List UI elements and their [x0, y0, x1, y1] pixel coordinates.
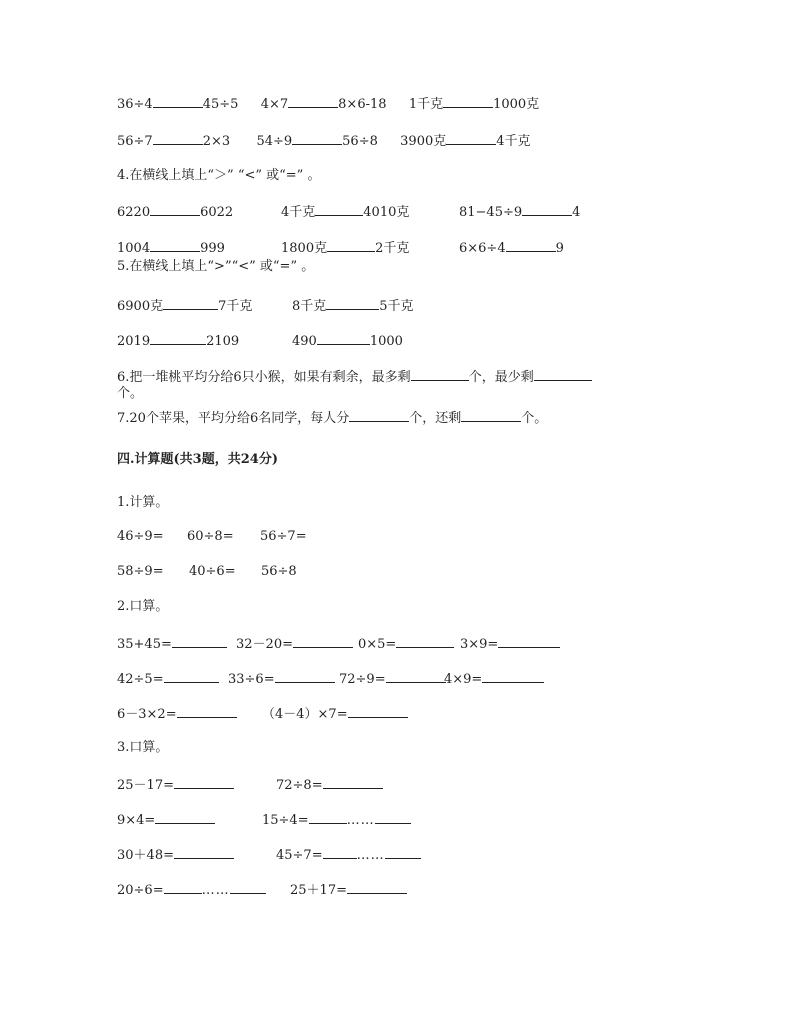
- expr: 56÷8: [342, 134, 378, 149]
- ellipsis: ……: [356, 848, 385, 863]
- answer-blank[interactable]: [323, 776, 383, 789]
- calc-item: 0×5=: [358, 635, 454, 653]
- calc-item: 4×9=: [444, 670, 544, 688]
- calc-item: 60÷8=: [187, 529, 234, 544]
- ellipsis: ……: [346, 813, 375, 828]
- question-6: 6.把一堆桃平均分给6只小猴，如果有剩余，最多剩 个，最少剩: [117, 368, 592, 386]
- calc-item: 20÷6= ……: [117, 881, 266, 899]
- q4-item: 4千克 4010克: [281, 205, 410, 220]
- answer-blank[interactable]: [155, 811, 215, 824]
- calc-item: 46÷9=: [117, 529, 164, 544]
- question-7: 7.20个苹果，平均分给6名同学，每人分 个，还剩 个。: [117, 411, 548, 426]
- expr: 54÷9: [256, 134, 293, 149]
- calc-item: （4－4）×7=: [262, 705, 408, 723]
- compare-row-1: [117, 95, 539, 113]
- answer-blank[interactable]: [443, 95, 493, 108]
- section-4-heading: 四.计算题(共3题，共24分): [117, 452, 278, 467]
- answer-blank[interactable]: [506, 239, 556, 252]
- answer-blank[interactable]: [326, 297, 379, 310]
- q4-item: 81−45÷9 4: [459, 205, 581, 220]
- answer-blank[interactable]: [411, 368, 469, 381]
- answer-blank[interactable]: [461, 409, 521, 422]
- q4-item: 1004 999: [117, 241, 225, 256]
- calc-item: 6－3×2=: [117, 705, 237, 723]
- answer-blank[interactable]: [347, 881, 407, 894]
- answer-blank[interactable]: [275, 670, 335, 683]
- answer-blank[interactable]: [174, 846, 234, 859]
- calc-item: 45÷7= ……: [276, 846, 421, 864]
- question-6-line-2: 个。: [117, 386, 144, 401]
- answer-blank[interactable]: [293, 635, 353, 648]
- answer-blank[interactable]: [315, 203, 363, 216]
- calc-item: 3×9=: [460, 635, 560, 653]
- answer-blank[interactable]: [150, 239, 200, 252]
- expr: 4×7: [260, 97, 289, 112]
- ellipsis: ……: [201, 883, 230, 898]
- expr: 8×6-18: [338, 97, 387, 112]
- q4-item: 6220 6022: [117, 205, 234, 220]
- calc-item: 33÷6=: [228, 670, 335, 688]
- expr: 36÷4: [117, 97, 153, 112]
- answer-blank[interactable]: [164, 670, 219, 683]
- expr: 4千克: [496, 134, 531, 149]
- answer-blank[interactable]: [323, 846, 357, 859]
- expr: 1千克: [408, 97, 444, 112]
- answer-blank[interactable]: [396, 635, 454, 648]
- answer-blank[interactable]: [163, 297, 218, 310]
- question-4-title: 4.在横线上填上“＞” “<” 或“=” 。: [117, 168, 321, 183]
- q5-item: 490 1000: [292, 334, 403, 349]
- calc-item: 35+45=: [117, 635, 227, 653]
- expr: 3900克: [400, 134, 447, 149]
- answer-blank[interactable]: [327, 239, 375, 252]
- answer-blank[interactable]: [348, 705, 408, 718]
- q4-item: 6×6÷4 9: [459, 241, 564, 256]
- q4-item: 1800克 2千克: [281, 241, 410, 256]
- remainder-blank[interactable]: [375, 811, 411, 824]
- answer-blank[interactable]: [153, 95, 203, 108]
- answer-blank[interactable]: [482, 670, 544, 683]
- calc-item: 42÷5=: [117, 670, 219, 688]
- compare-row-2: [117, 132, 531, 150]
- answer-blank[interactable]: [172, 635, 227, 648]
- calc-item: 72÷8=: [276, 776, 383, 794]
- calc-item: 40÷6=: [189, 564, 236, 579]
- answer-blank[interactable]: [150, 203, 200, 216]
- remainder-blank[interactable]: [230, 881, 266, 894]
- answer-blank[interactable]: [153, 132, 203, 145]
- answer-blank[interactable]: [522, 203, 572, 216]
- answer-blank[interactable]: [446, 132, 496, 145]
- calc-item: 58÷9=: [117, 564, 164, 579]
- expr: 2×3: [202, 134, 231, 149]
- answer-blank[interactable]: [164, 881, 202, 894]
- calc-item: 9×4=: [117, 811, 215, 829]
- answer-blank[interactable]: [309, 811, 347, 824]
- q5-item: 8千克 5千克: [292, 299, 414, 314]
- calc-3-title: 3.口算。: [117, 740, 169, 755]
- answer-blank[interactable]: [498, 635, 560, 648]
- calc-item: 15÷4= ……: [262, 811, 411, 829]
- answer-blank[interactable]: [386, 670, 446, 683]
- expr: 45÷5: [202, 97, 239, 112]
- calc-item: 56÷7=: [260, 529, 307, 544]
- calc-item: 56÷8: [261, 564, 297, 579]
- calc-item: 32－20=: [236, 635, 353, 653]
- q5-item: 6900克 7千克: [117, 299, 253, 314]
- calc-2-title: 2.口算。: [117, 599, 169, 614]
- expr: 1000克: [493, 97, 540, 112]
- answer-blank[interactable]: [174, 776, 234, 789]
- calc-item: 25－17=: [117, 776, 234, 794]
- answer-blank[interactable]: [288, 95, 338, 108]
- answer-blank[interactable]: [317, 332, 370, 345]
- answer-blank[interactable]: [534, 368, 592, 381]
- q5-item: 2019 2109: [117, 334, 240, 349]
- answer-blank[interactable]: [349, 409, 409, 422]
- answer-blank[interactable]: [292, 132, 342, 145]
- remainder-blank[interactable]: [385, 846, 421, 859]
- question-5-title: 5.在横线上填上“>”“<” 或“=” 。: [117, 259, 315, 274]
- calc-item: 72÷9=: [339, 670, 446, 688]
- answer-blank[interactable]: [150, 332, 206, 345]
- calc-item: 25＋17=: [290, 881, 407, 899]
- answer-blank[interactable]: [177, 705, 237, 718]
- calc-item: 30＋48=: [117, 846, 234, 864]
- expr: 56÷7: [117, 134, 153, 149]
- calc-1-title: 1.计算。: [117, 495, 169, 510]
